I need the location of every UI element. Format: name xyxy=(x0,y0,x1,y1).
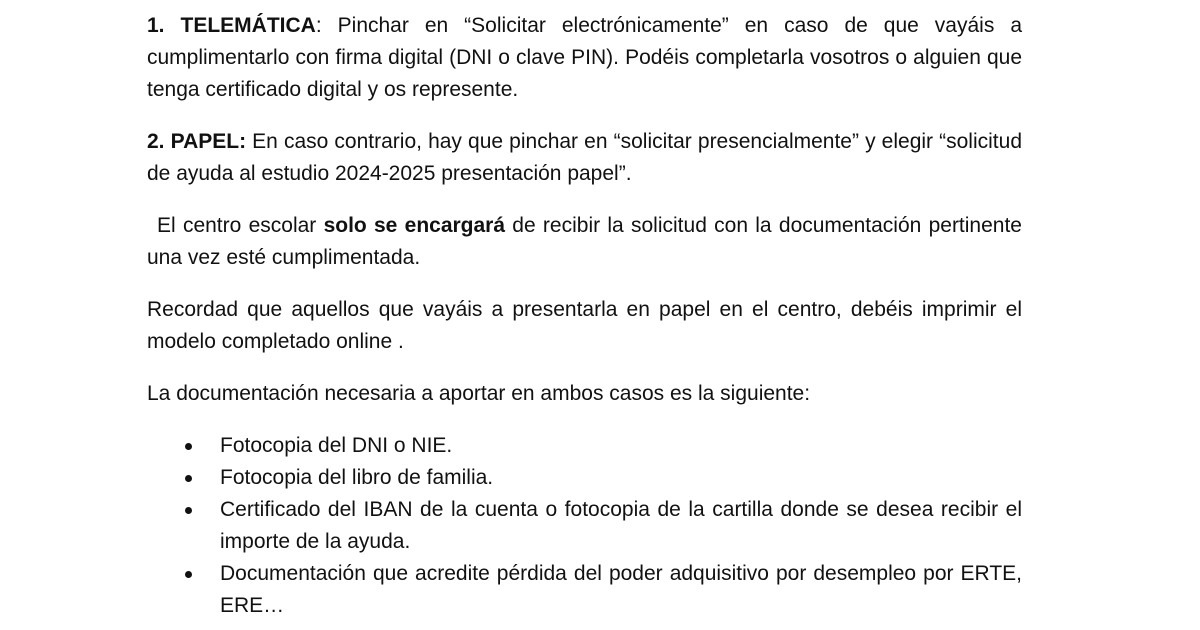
centro-text-bold: solo se encargará xyxy=(323,214,506,237)
centro-text-after: de recibir la solicitud con la documentación pertinente una vez esté cumplimentada. xyxy=(147,214,1022,269)
telematica-text: : Pinchar en “Solicitar electrónicamente” en caso de que vayáis a cumplimentarlo con firma digital (DNI o clave PIN). Podéis completarla vosotros o alguien que tenga certificado digital y os represente. xyxy=(147,14,1023,101)
document-page xyxy=(147,10,1022,622)
papel-text: En caso contrario, hay que pinchar en “solicitar presencialmente” y elegir “solicitud de ayuda al estudio 2024-2025 presentación papel”. xyxy=(147,130,1022,185)
paragraph-centro xyxy=(147,210,1022,274)
list-item xyxy=(220,462,1022,494)
list-item-text: Certificado del IBAN de la cuenta o fotocopia de la cartilla donde se desea recibir el importe de la ayuda. xyxy=(220,498,1022,553)
list-item xyxy=(220,430,1022,462)
centro-text-before: El centro escolar xyxy=(157,214,324,237)
bullet-icon xyxy=(185,507,192,514)
bullet-icon xyxy=(185,475,192,482)
telematica-label: 1. TELEMÁTICA xyxy=(147,14,316,37)
bullet-icon xyxy=(185,443,192,450)
paragraph-papel xyxy=(147,126,1022,190)
list-item xyxy=(220,558,1022,622)
list-item-text: Documentación que acredite pérdida del poder adquisitivo por desempleo por ERTE, ERE… xyxy=(220,562,1022,617)
paragraph-recordad: Recordad que aquellos que vayáis a presentarla en papel en el centro, debéis imprimir el modelo completado online . xyxy=(147,298,1022,353)
paragraph-intro-docs: La documentación necesaria a aportar en ambos casos es la siguiente: xyxy=(147,382,811,405)
list-item-text: Fotocopia del libro de familia. xyxy=(220,466,494,489)
list-item xyxy=(220,494,1022,558)
papel-label: 2. PAPEL: xyxy=(147,130,247,153)
bullet-icon xyxy=(185,571,192,578)
list-item-text: Fotocopia del DNI o NIE. xyxy=(220,434,453,457)
paragraph-telematica xyxy=(147,10,1022,106)
documents-list xyxy=(147,430,1022,622)
